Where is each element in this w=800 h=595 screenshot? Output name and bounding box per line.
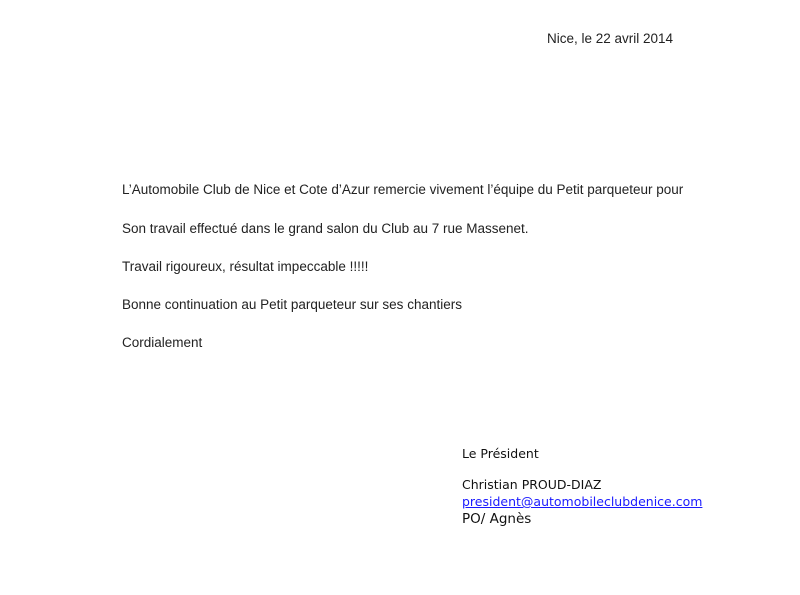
signature-email-row <box>462 494 702 509</box>
email-link[interactable]: president@automobileclubdenice.com <box>462 494 703 509</box>
closing: Cordialement <box>122 335 203 350</box>
letter-date: Nice, le 22 avril 2014 <box>547 31 674 46</box>
signature-title: Le Président <box>462 446 539 461</box>
signature-name: Christian PROUD-DIAZ <box>462 477 602 492</box>
signature-po: PO/ Agnès <box>462 511 532 527</box>
paragraph-4: Bonne continuation au Petit parqueteur sur ses chantiers <box>122 297 462 312</box>
paragraph-2: Son travail effectué dans le grand salon du Club au 7 rue Massenet. <box>122 221 529 236</box>
paragraph-1: L’Automobile Club de Nice et Cote d’Azur remercie vivement l’équipe du Petit parqueteur pour <box>122 182 684 197</box>
paragraph-3: Travail rigoureux, résultat impeccable !!!!! <box>122 259 369 274</box>
